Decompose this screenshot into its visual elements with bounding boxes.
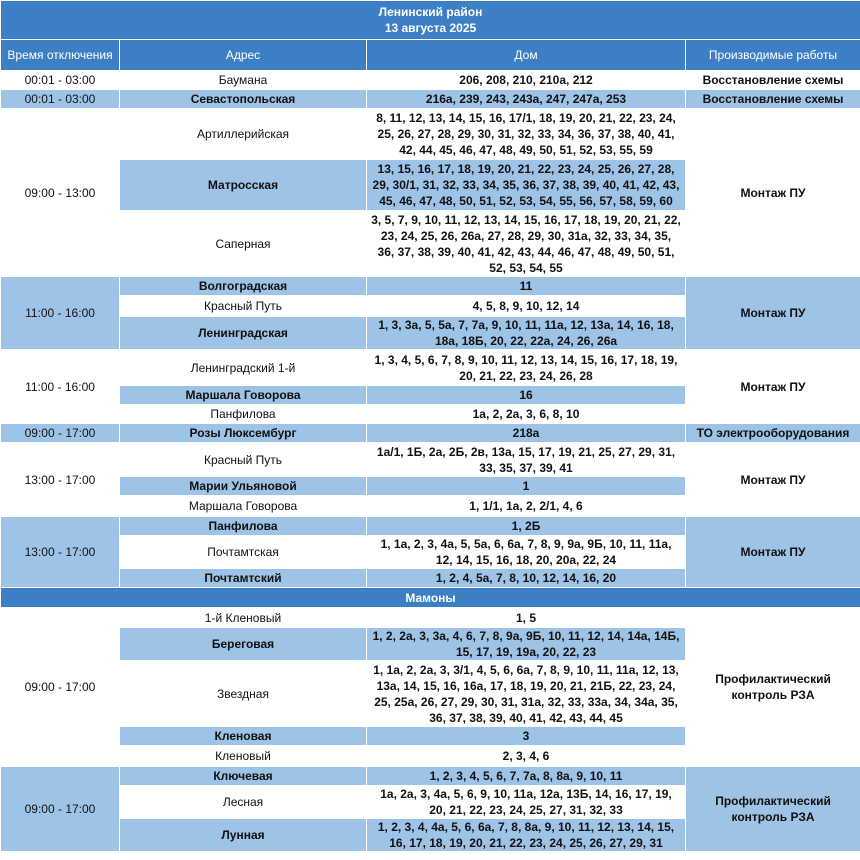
street-address: Севастопольская: [120, 90, 367, 109]
street-address: Кленовый: [120, 746, 367, 767]
street-address: Лунная: [120, 819, 367, 852]
house-numbers: 8, 11, 12, 13, 14, 15, 16, 17/1, 18, 19, 20, 21, 22, 23, 24, 25, 26, 27, 28, 29, 30, 31, 32, 33, 34, 36, 37, 38, 40, 41, 42, 44, 45, 46, 47, 48, 49, 50, 51, 52, 53, 55, 59: [367, 109, 686, 160]
house-numbers: 3: [367, 727, 686, 746]
table-row: [1, 90, 860, 109]
house-numbers: 4, 5, 8, 9, 10, 12, 14: [367, 296, 686, 317]
outage-time: 09:00 - 17:00: [1, 424, 120, 443]
header-work: Производимые работы: [686, 40, 860, 71]
street-address: Красный Путь: [120, 443, 367, 477]
district-title: Ленинский район: [378, 5, 483, 19]
street-address: Кленовая: [120, 727, 367, 746]
street-address: Марии Ульяновой: [120, 477, 367, 496]
outage-time: 11:00 - 16:00: [1, 277, 120, 350]
house-numbers: 1, 2, 3, 4, 5, 6, 7, 7а, 8, 8а, 9, 10, 11: [367, 767, 686, 786]
house-numbers: 1, 2Б: [367, 517, 686, 536]
house-numbers: 1, 3, 3а, 5, 5а, 7, 7а, 9, 10, 11, 11а, 12, 13а, 14, 16, 18, 18а, 18Б, 20, 22, 22а, 24, 26, 26а: [367, 317, 686, 350]
outage-time: 09:00 - 17:00: [1, 608, 120, 767]
outage-time: 13:00 - 17:00: [1, 443, 120, 517]
table-row: [1, 277, 860, 296]
table-row: [1, 424, 860, 443]
house-numbers: 1а/1, 1Б, 2а, 2Б, 2в, 13а, 15, 17, 19, 21, 25, 27, 29, 31, 33, 35, 37, 39, 41: [367, 443, 686, 477]
street-address: Артиллерийская: [120, 109, 367, 160]
outage-time: 00:01 - 03:00: [1, 90, 120, 109]
house-numbers: 206, 208, 210, 210а, 212: [367, 71, 686, 90]
street-address: Панфилова: [120, 517, 367, 536]
date-title: 13 августа 2025: [384, 21, 477, 35]
street-address: Саперная: [120, 211, 367, 277]
house-numbers: 1, 1/1, 1а, 2, 2/1, 4, 6: [367, 496, 686, 517]
street-address: Ключевая: [120, 767, 367, 786]
house-numbers: 2, 3, 4, 6: [367, 746, 686, 767]
street-address: Красный Путь: [120, 296, 367, 317]
house-numbers: 218а: [367, 424, 686, 443]
street-address: Панфилова: [120, 405, 367, 424]
outage-time: 00:01 - 03:00: [1, 71, 120, 90]
table-row: [1, 608, 860, 628]
work-type: Профилактический контроль РЗА: [686, 767, 860, 852]
table-row: [1, 517, 860, 536]
work-type: Монтаж ПУ: [686, 109, 860, 277]
house-numbers: 1, 3, 4, 5, 6, 7, 8, 9, 10, 11, 12, 13, 14, 15, 16, 17, 18, 19, 20, 21, 22, 23, 24, 26, 28: [367, 350, 686, 386]
table-body-leninsky: [1, 71, 860, 588]
street-address: Маршала Говорова: [120, 496, 367, 517]
outage-time: 09:00 - 17:00: [1, 767, 120, 852]
street-address: 1-й Кленовый: [120, 608, 367, 628]
house-numbers: 1: [367, 477, 686, 496]
house-numbers: 1а, 2а, 3, 4а, 5, 6, 9, 10, 11а, 12а, 13Б, 14, 16, 17, 19, 20, 21, 22, 23, 24, 25, 27, 31, 32, 33: [367, 786, 686, 819]
street-address: Матросская: [120, 160, 367, 211]
street-address: Звездная: [120, 661, 367, 727]
street-address: Береговая: [120, 628, 367, 661]
street-address: Ленинградский 1-й: [120, 350, 367, 386]
header-house: Дом: [367, 40, 686, 71]
table-row: [1, 443, 860, 477]
house-numbers: 3, 5, 7, 9, 10, 11, 12, 13, 14, 15, 16, 17, 18, 19, 20, 21, 22, 23, 24, 25, 26, 26а, 27, 28, 29, 30, 31а, 32, 33, 34, 35, 36, 37, 38, 39, 40, 41, 42, 43, 44, 46, 47, 48, 49, 50, 51, 52, 53, 54, 55: [367, 211, 686, 277]
header-address: Адрес: [120, 40, 367, 71]
house-numbers: 1а, 2, 2а, 3, 6, 8, 10: [367, 405, 686, 424]
street-address: Почтамтский: [120, 569, 367, 588]
section-title: Мамоны: [1, 588, 860, 608]
table-row: [1, 767, 860, 786]
work-type: Монтаж ПУ: [686, 517, 860, 588]
house-numbers: 1, 5: [367, 608, 686, 628]
street-address: Розы Люксембург: [120, 424, 367, 443]
work-type: Восстановление схемы: [686, 90, 860, 109]
street-address: Почтамтская: [120, 536, 367, 569]
house-numbers: 13, 15, 16, 17, 18, 19, 20, 21, 22, 23, 24, 25, 26, 27, 28, 29, 30/1, 31, 32, 33, 34, 35, 36, 37, 38, 39, 40, 41, 42, 43, 45, 46, 47, 48, 50, 51, 52, 53, 54, 55, 56, 57, 58, 59, 60: [367, 160, 686, 211]
street-address: Маршала Говорова: [120, 386, 367, 405]
work-type: Монтаж ПУ: [686, 350, 860, 424]
street-address: Волгоградская: [120, 277, 367, 296]
street-address: Ленинградская: [120, 317, 367, 350]
table-row: [1, 109, 860, 160]
table-row: [1, 71, 860, 90]
work-type: Профилактический контроль РЗА: [686, 608, 860, 767]
house-numbers: 16: [367, 386, 686, 405]
house-numbers: 1, 2, 2а, 3, 3а, 4, 6, 7, 8, 9а, 9Б, 10, 11, 12, 14, 14а, 14Б, 15, 17, 19, 19а, 20, 22, 23: [367, 628, 686, 661]
work-type: Восстановление схемы: [686, 71, 860, 90]
table-row: [1, 350, 860, 386]
house-numbers: 1, 2, 3, 4, 4а, 5, 6, 6а, 7, 8, 8а, 9, 10, 11, 12, 13, 14, 15, 16, 17, 18, 19, 20, 21, 22, 23, 24, 25, 26, 27, 29, 31: [367, 819, 686, 852]
street-address: Лесная: [120, 786, 367, 819]
work-type: ТО электрооборудования: [686, 424, 860, 443]
work-type: Монтаж ПУ: [686, 277, 860, 350]
outage-time: 11:00 - 16:00: [1, 350, 120, 424]
outage-time: 13:00 - 17:00: [1, 517, 120, 588]
street-address: Баумана: [120, 71, 367, 90]
table-title: [1, 1, 860, 40]
work-type: Монтаж ПУ: [686, 443, 860, 517]
house-numbers: 216а, 239, 243, 243а, 247, 247а, 253: [367, 90, 686, 109]
outage-time: 09:00 - 13:00: [1, 109, 120, 277]
house-numbers: 1, 1а, 2, 2а, 3, 3/1, 4, 5, 6, 6а, 7, 8, 9, 10, 11, 11а, 12, 13, 13а, 14, 15, 16, 16а, 17, 18, 19, 20, 21, 21Б, 22, 23, 24, 25, 25а, 26, 27, 29, 30, 31, 31а, 32, 33, 33а, 34, 34а, 35, 36, 37, 38, 39, 40, 41, 42, 43, 44, 45: [367, 661, 686, 727]
table-body-mamony: [1, 608, 860, 852]
house-numbers: 1, 1а, 2, 3, 4а, 5, 5а, 6, 6а, 7, 8, 9, 9а, 9Б, 10, 11, 11а, 12, 14, 15, 16, 18, 20, 20а, 22, 24: [367, 536, 686, 569]
house-numbers: 1, 2, 4, 5а, 7, 8, 10, 12, 14, 16, 20: [367, 569, 686, 588]
section-mamony: [1, 588, 860, 608]
house-numbers: 11: [367, 277, 686, 296]
header-time: Время отключения: [1, 40, 120, 71]
